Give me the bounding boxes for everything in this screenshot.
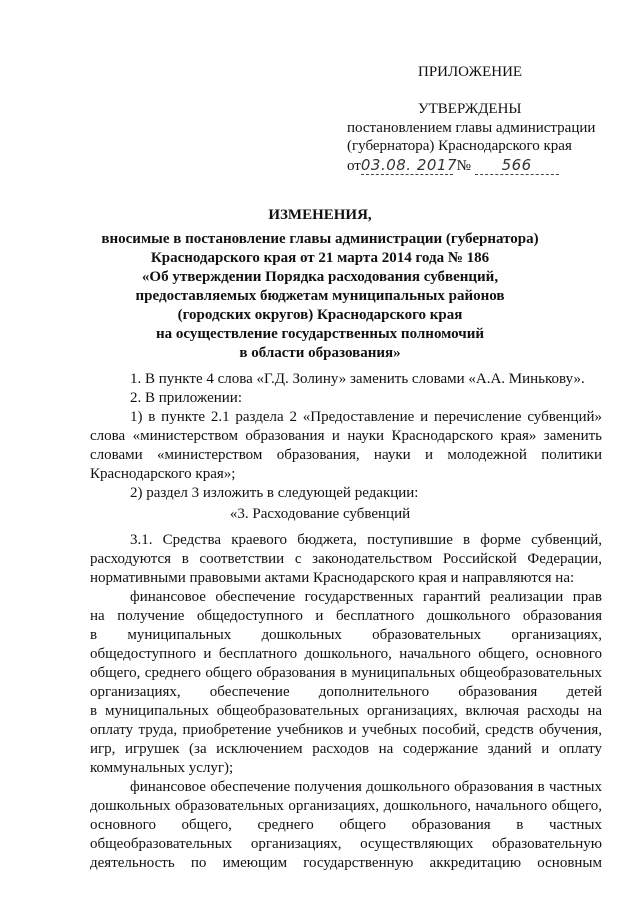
amendment-text: слова «министерством образования и науки Краснодарского края» заменить	[90, 428, 602, 444]
section-line: 3.1. Средства краевого бюджета, поступившие в форме субвенций,	[130, 532, 602, 548]
date-prefix: от	[347, 158, 361, 174]
title-line: вносимые в постановление главы администрации (губернатора)	[101, 231, 539, 247]
approved-label: УТВЕРЖДЕНЫ	[418, 101, 522, 117]
amendment-item: 1) в пункте 2.1 раздела 2 «Предоставление и перечисление субвенций»	[130, 409, 602, 425]
section-line: игр, игрушек (за исключением расходов на содержание зданий и оплату	[90, 741, 602, 757]
approval-line-1: постановлением главы администрации	[347, 120, 596, 136]
section-line: общедоступного и бесплатного дошкольного, начального общего, основного	[90, 646, 602, 662]
title-line: предоставляемых бюджетам муниципальных районов	[135, 288, 505, 304]
amendment-text: Краснодарского края»;	[90, 466, 236, 482]
section-title: «3. Расходование субвенций	[229, 506, 411, 522]
title-line: (городских округов) Краснодарского края	[177, 307, 463, 323]
section-line: общеобразовательных организациях, осуществляющих образовательную	[90, 836, 602, 852]
section-line: в муниципальных общеобразовательных организациях, включая расходы на	[90, 703, 602, 719]
section-line: основного общего, среднего общего образования в частных	[90, 817, 602, 833]
section-line: оплату труда, приобретение учебников и учебных пособий, средств обучения,	[90, 722, 602, 738]
number-prefix: №	[456, 158, 471, 174]
amendments-list	[90, 370, 602, 503]
section-line: финансовое обеспечение получения дошкольного образования в частных	[130, 779, 602, 795]
section-body	[90, 531, 602, 873]
approval-date-line	[347, 156, 559, 175]
title-line: «Об утверждении Порядка расходования субвенций,	[141, 269, 499, 285]
approval-line-2: (губернатора) Краснодарского края	[347, 138, 572, 154]
section-line: организациях, обеспечение дополнительного образования детей	[90, 684, 602, 700]
amendment-text: словами «министерством образования, науки и молодежной политики	[90, 447, 602, 463]
section-line: расходуются в соответствии с законодательством Российской Федерации,	[90, 551, 602, 567]
title-line: Краснодарского края от 21 марта 2014 года № 186	[150, 250, 490, 266]
section-line: коммунальных услуг);	[90, 760, 234, 776]
section-line: деятельность по имеющим государственную аккредитацию основным	[90, 855, 602, 871]
section-line: нормативными правовыми актами Краснодарского края и направляются на:	[90, 570, 575, 586]
title-line: на осуществление государственных полномочий	[155, 326, 485, 342]
handwritten-number: 566	[475, 156, 559, 175]
handwritten-date: 03.08. 2017	[360, 156, 458, 174]
amendment-item: 2. В приложении:	[130, 390, 242, 406]
section-line: дошкольных образовательных организациях, дошкольного, начального общего,	[90, 798, 602, 814]
section-line: общего, среднего общего образования в муниципальных общеобразовательных	[90, 665, 602, 681]
amendment-item: 2) раздел 3 изложить в следующей редакции:	[130, 485, 419, 501]
amendment-item: 1. В пункте 4 слова «Г.Д. Золину» заменить словами «А.А. Минькову».	[130, 371, 585, 387]
section-line: на получение общедоступного и бесплатного дошкольного образования	[90, 608, 602, 624]
section-line: в муниципальных дошкольных образовательных организациях,	[90, 627, 602, 643]
title-line: в области образования»	[239, 345, 401, 361]
doc-title: ИЗМЕНЕНИЯ,	[268, 207, 372, 223]
section-line: финансовое обеспечение государственных гарантий реализации прав	[130, 589, 602, 605]
appendix-label: ПРИЛОЖЕНИЕ	[418, 64, 523, 80]
